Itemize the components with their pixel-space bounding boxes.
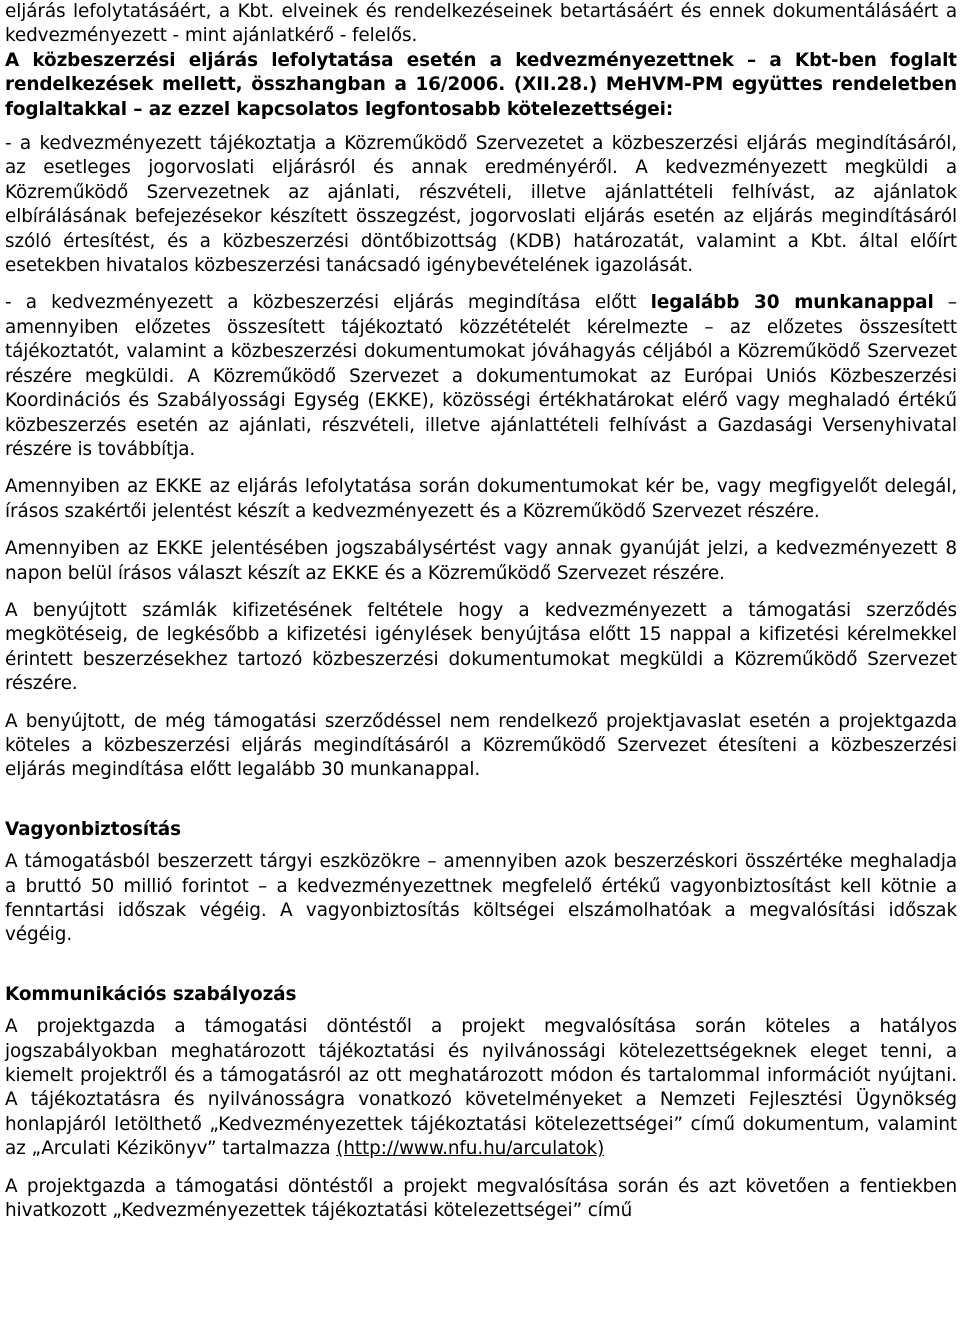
arculatok-link[interactable]: (http://www.nfu.hu/arculatok) [336,1138,605,1160]
paragraph-ekke-request: Amennyiben az EKKE az eljárás lefolytatása során dokumentumokat kér be, vagy megfigyelőt delegál, írásos szakértői jelentést készít a kedvezményezett és a Közreműködő Szervezet részére. [5,476,957,522]
paragraph-asset-insurance: A támogatásból beszerzett tárgyi eszközökre – amennyiben azok beszerzéskori összértéke meghaladja a bruttó 50 millió forintot – a kedvezményezettnek megfelelő értékű vagyonbiztosítást kell kötnie a fenntartási időszak végéig. A vagyonbiztosítás költségei elszámolhatóak a megvalósítási időszak végéig. [5,851,957,946]
heading-vagyonbiztositas: Vagyonbiztosítás [5,818,181,840]
paragraph-obligation-30-days [5,291,957,462]
document-page [5,0,957,1223]
paragraph-pending-project: A benyújtott, de még támogatási szerződéssel nem rendelkező projektjavaslat esetén a projektgazda köteles a közbeszerzési eljárás megindításáról a Közreműködő Szervezet étesíteni a közbeszerzési eljárás megindítása előtt legalább 30 munkanappal. [5,710,957,781]
paragraph-communication-rules [5,1015,957,1161]
paragraph-ekke-report: Amennyiben az EKKE jelentésében jogszabálysértést vagy annak gyanúját jelzi, a kedvezményezett 8 napon belül írásos választ készít az EKKE és a Közreműködő Szervezet részére. [5,538,957,584]
paragraph-continuation: eljárás lefolytatásáért, a Kbt. elveinek és rendelkezéseinek betartásáért és ennek dokumentálásáért a kedvezményezett - mint ajánlatkérő - felelős. [5,1,957,47]
paragraph-obligation-notify: - a kedvezményezett tájékoztatja a Közreműködő Szervezetet a közbeszerzési eljárás megindításáról, az esetleges jogorvoslati eljárásról és annak eredményéről. A kedvezményezett megküldi a Közreműködő Szervezetnek az ajánlati, részvételi, illetve ajánlattételi felhívást, az ajánlatok elbírálásának befejezésekor készített összegzést, jogorvoslati eljárás esetén az eljárás megindításáról szóló értesítést, és a közbeszerzési döntőbizottság (KDB) határozatát, valamint a Kbt. által előírt esetekben hivatalos közbeszerzési tanácsadó igénybevételének igazolását. [5,133,957,277]
obligation-30-days-start: - a kedvezményezett a közbeszerzési eljárás megindítása előtt [5,292,651,314]
paragraph-communication-after: A projektgazda a támogatási döntéstől a projekt megvalósítása során és azt követően a fentiekben hivatkozott „Kedvezményezettek tájékoztatási kötelezettségei” című [5,1175,957,1222]
obligation-30-days-rest: – amennyiben előzetes összesített tájékoztató közzétételét kérelmezte – az előzetes összesített tájékoztatót, valamint a közbeszerzési dokumentumokat jóváhagyás céljából a Közreműködő Szervezet részére megküldi. A Közreműködő Szervezet a dokumentumokat az Európai Uniós Közbeszerzési Koordinációs és Szabályossági Egység (EKKE), közösségi értékhatárokat elérő vagy meghaladó értékű közbeszerzés esetén az ajánlati, részvételi, illetve ajánlattételi felhívást a Gazdasági Versenyhivatal részére is továbbítja. [5,292,957,460]
communication-rules-text: A projektgazda a támogatási döntéstől a projekt megvalósítása során köteles a hatályos jogszabályokban meghatározott tájékoztatási és nyilvánossági kötelezettségeknek eleget tenni, a kiemelt projektről és a támogatásról az ott meghatározott módon és tartalommal információt nyújtani. A tájékoztatásra és nyilvánosságra vonatkozó követelményeket a Nemzeti Fejlesztési Ügynökség honlapjáról letölthető „Kedvezményezettek tájékoztatási kötelezettségei” című dokumentum, valamint az „Arculati Kézikönyv” tartalmazza [5,1016,957,1160]
paragraph-invoice-condition: A benyújtott számlák kifizetésének feltétele hogy a kedvezményezett a támogatási szerződés megkötéseig, de legkésőbb a kifizetési igénylések benyújtása előtt 15 nappal a kifizetési kérelmekkel érintett beszerzésekhez tartozó közbeszerzési dokumentumokat megküldi a Közreműködő Szervezet részére. [5,599,957,695]
heading-kommunikacios-szabalyozas: Kommunikációs szabályozás [5,983,297,1005]
paragraph-procurement-intro: A közbeszerzési eljárás lefolytatása esetén a kedvezményezettnek – a Kbt-ben foglalt rendelkezések mellett, összhangban a 16/2006. (XII.28.) MeHVM-PM együttes rendeletben foglaltakkal – az ezzel kapcsolatos legfontosabb kötelezettségei: [5,49,957,120]
obligation-30-days-bold: legalább 30 munkanappal [650,292,934,314]
